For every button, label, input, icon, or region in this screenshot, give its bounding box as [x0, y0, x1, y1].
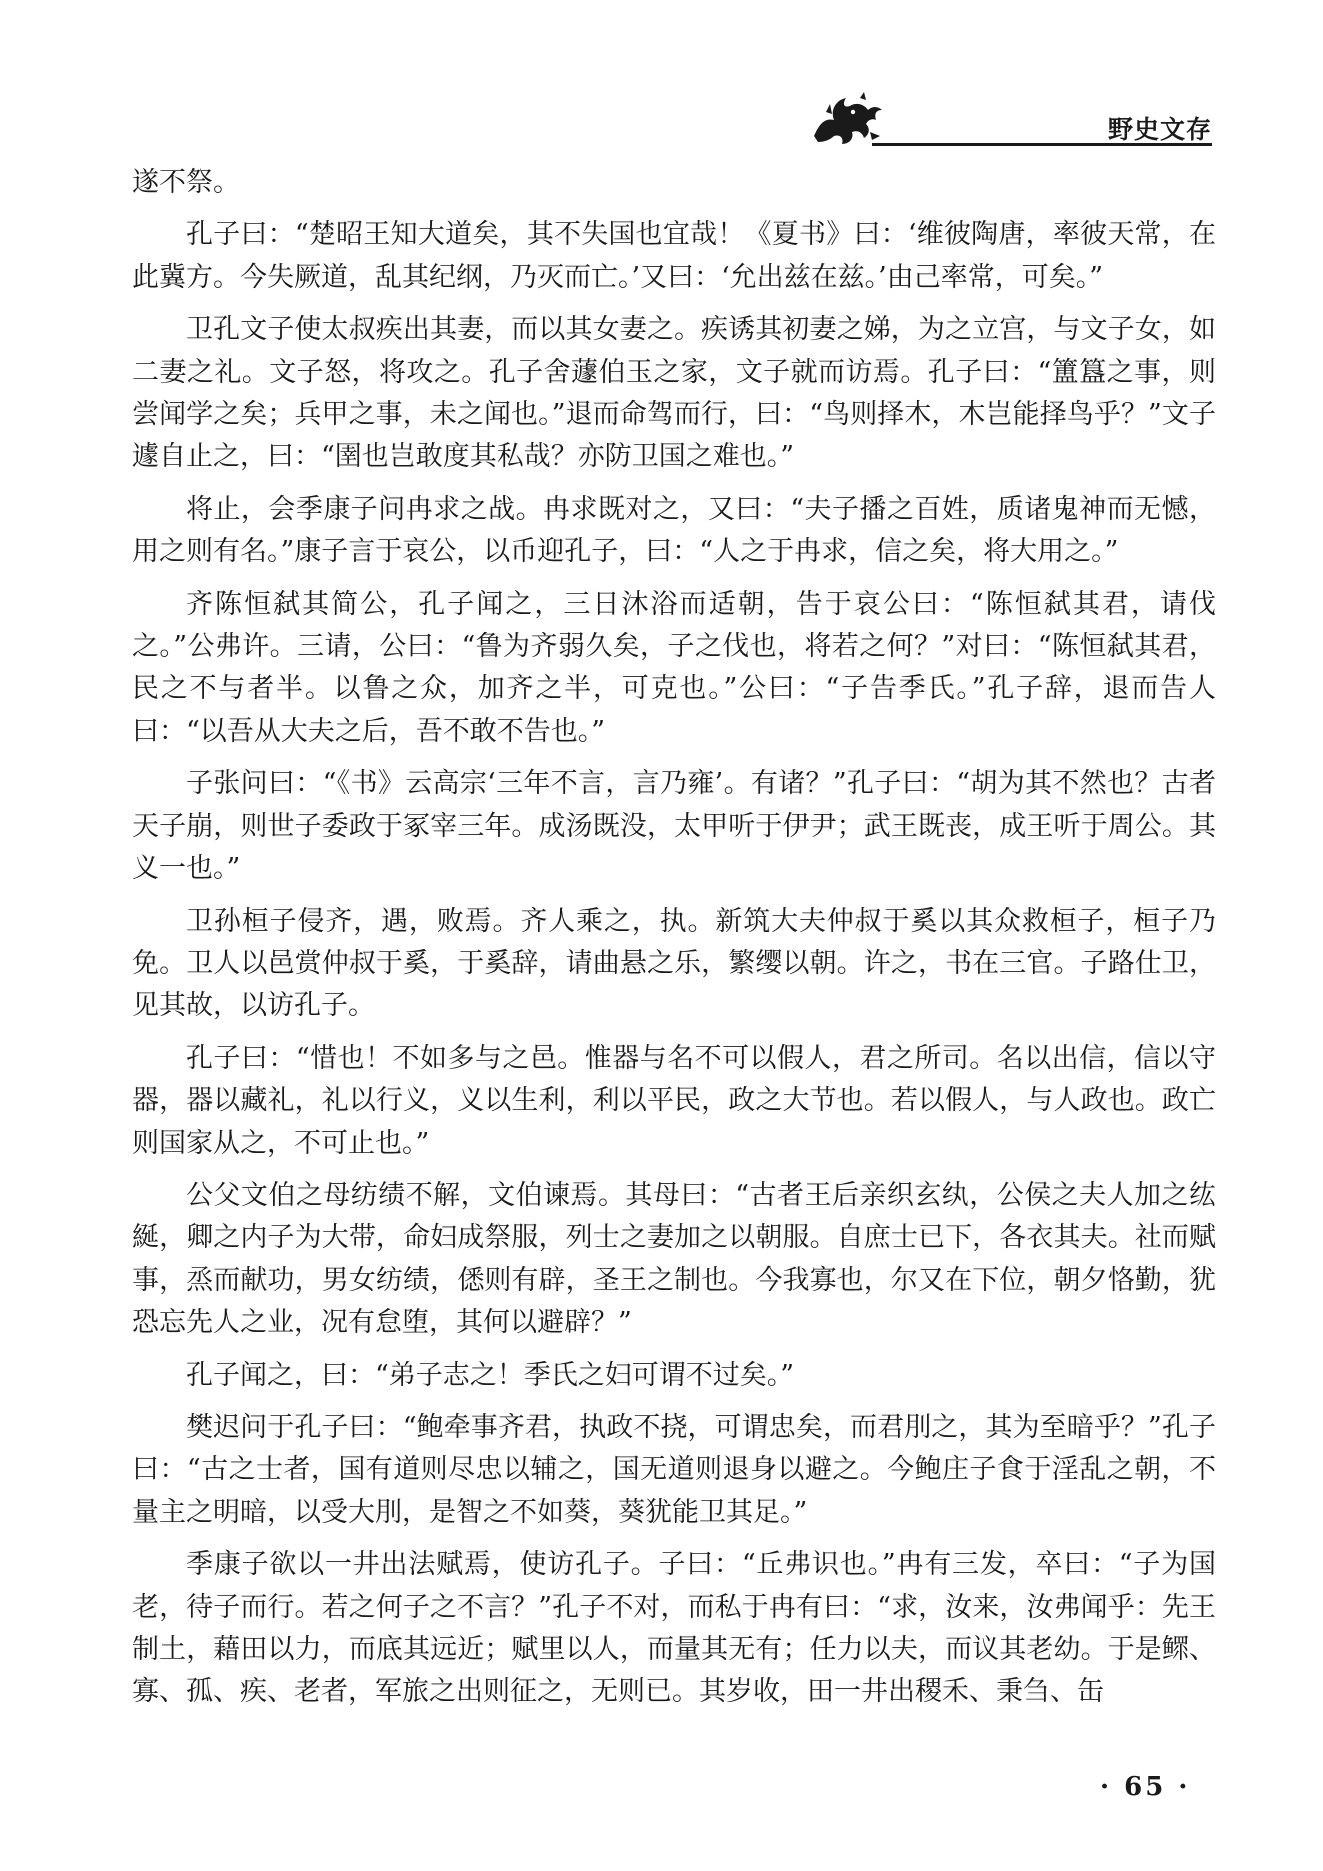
- paragraph: 樊迟问于孔子曰：“鲍牵事齐君，执政不挠，可谓忠矣，而君刖之，其为至暗乎？”孔子曰：“古之士者，国有道则尽忠以辅之，国无道则退身以避之。今鲍庄子食于淫乱之朝，不量主之明暗，以受大刖，是智之不如葵，葵犹能卫其足。”: [132, 1411, 1216, 1528]
- dragon-icon: [806, 92, 884, 148]
- paragraph: 将止，会季康子问冉求之战。冉求既对之，又曰：“夫子播之百姓，质诸鬼神而无憾，用之则有名。”康子言于哀公，以币迎孔子，曰：“人之于冉求，信之矣，将大用之。”: [132, 493, 1216, 568]
- running-header: [790, 88, 1230, 158]
- paragraph: 公父文伯之母纺绩不解，文伯谏焉。其母曰：“古者王后亲织玄纨，公侯之夫人加之纮綖，卿之内子为大带，命妇成祭服，列士之妻加之以朝服。自庶士已下，各衣其夫。社而赋事，烝而献功，男女纺绩，僁则有辟，圣王之制也。今我寡也，尔又在下位，朝夕恪勤，犹恐忘先人之业，况有怠堕，其何以避辟？”: [132, 1179, 1216, 1339]
- paragraph: 卫孔文子使太叔疾出其妻，而以其女妻之。疾诱其初妻之娣，为之立宫，与文子女，如二妻之礼。文子怒，将攻之。孔子舍蘧伯玉之家，文子就而访焉。孔子曰：“簠簋之事，则尝闻学之矣；兵甲之事，未之闻也。”退而命驾而行，曰：“鸟则择木，木岂能择鸟乎？”文子遽自止之，曰：“圉也岂敢度其私哉？亦防卫国之难也。”: [132, 314, 1216, 473]
- body-text: [132, 162, 1216, 1724]
- paragraph: 子张问曰：“《书》云高宗‘三年不言，言乃雍’。有诸？”孔子曰：“胡为其不然也？古者天子崩，则世子委政于冢宰三年。成汤既没，太甲听于伊尹；武王既丧，成王听于周公。其义一也。”: [132, 768, 1216, 885]
- page-number: · 65 ·: [1100, 1772, 1191, 1802]
- paragraph: 孔子曰：“惜也！不如多与之邑。惟器与名不可以假人，君之所司。名以出信，信以守器，器以藏礼，礼以行义，义以生利，利以平民，政之大节也。若以假人，与人政也。政亡则国家从之，不可止也。”: [132, 1042, 1216, 1159]
- paragraph: 齐陈恒弑其简公，孔子闻之，三日沐浴而适朝，告于哀公曰：“陈恒弑其君，请伐之。”公弗许。三请，公曰：“鲁为齐弱久矣，子之伐也，将若之何？”对曰：“陈恒弑其君，民之不与者半。以鲁之众，加齐之半，可克也。”公曰：“子告季氏。”孔子辞，退而告人曰：“以吾从大夫之后，吾不敢不告也。”: [132, 588, 1216, 747]
- paragraph: 卫孙桓子侵齐，遇，败焉。齐人乘之，执。新筑大夫仲叔于奚以其众救桓子，桓子乃免。卫人以邑赏仲叔于奚，于奚辞，请曲悬之乐，繁缨以朝。许之，书在三官。子路仕卫，见其故，以访孔子。: [132, 905, 1216, 1022]
- book-title: 野史文存: [1107, 115, 1212, 144]
- paragraph: 孔子闻之，曰：“弟子志之！季氏之妇可谓不过矣。”: [186, 1359, 795, 1391]
- paragraph: 孔子曰：“楚昭王知大道矣，其不失国也宜哉！《夏书》曰：‘维彼陶唐，率彼天常，在此冀方。今失厥道，乱其纪纲，乃灭而亡。’又曰：‘允出兹在兹。’由己率常，可矣。”: [132, 219, 1216, 293]
- paragraph: 遂不祭。: [132, 167, 240, 198]
- paragraph: 季康子欲以一井出法赋焉，使访孔子。子曰：“丘弗识也。”冉有三发，卒曰：“子为国老，待子而行。若之何子之不言？”孔子不对，而私于冉有曰：“求，汝来，汝弗闻乎：先王制土，藉田以力，而底其远近；赋里以人，而量其无有；任力以夫，而议其老幼。于是鳏、寡、孤、疾、老者，军旅之出则征之，无则已。其岁收，田一井出稷禾、秉刍、缶: [132, 1549, 1216, 1708]
